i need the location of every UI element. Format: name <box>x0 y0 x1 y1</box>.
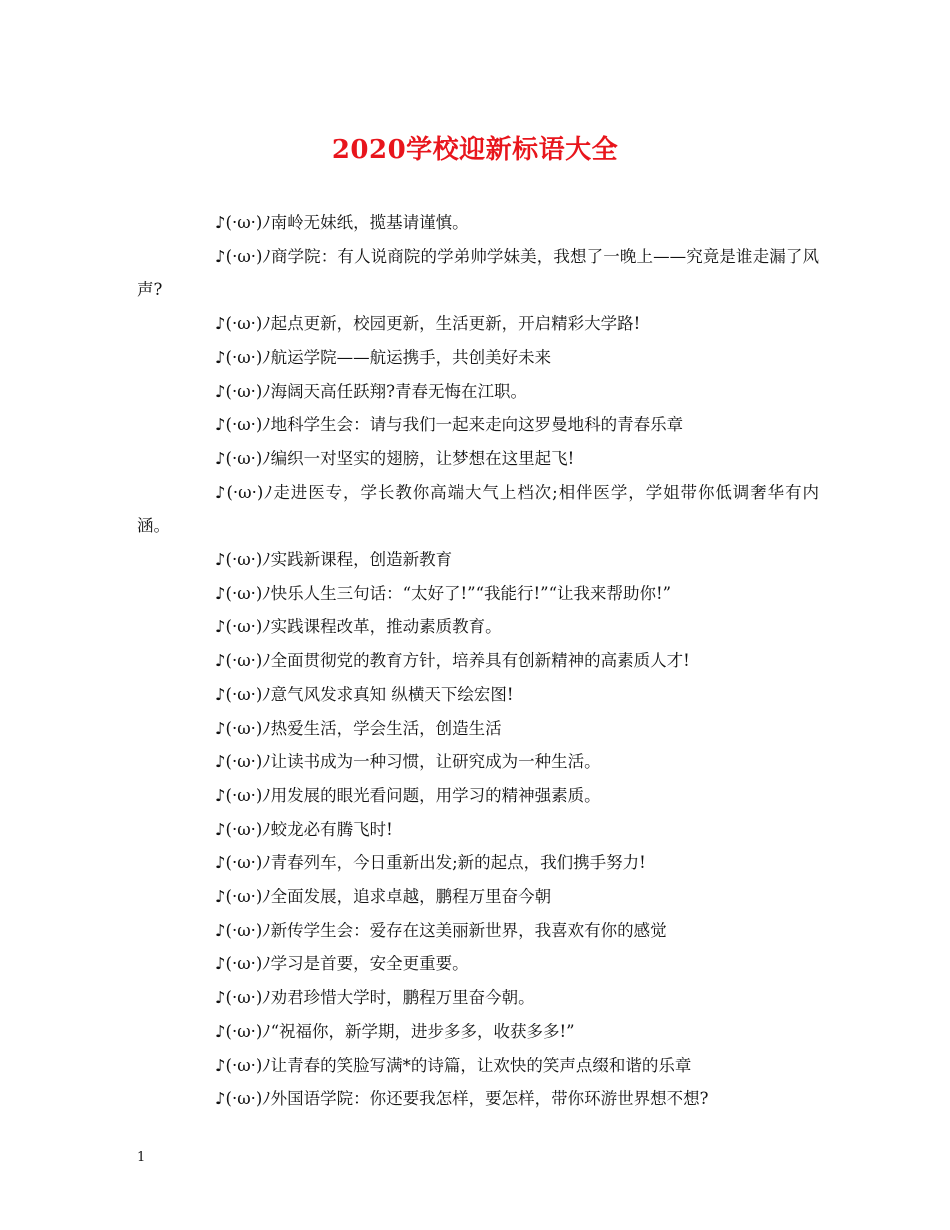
paragraph: ♪(·ω·)ﾉ用发展的眼光看问题，用学习的精神强素质。 <box>215 785 601 805</box>
paragraph: ♪(·ω·)ﾉ让读书成为一种习惯，让研究成为一种生活。 <box>215 752 601 772</box>
paragraph: ♪(·ω·)ﾉ学习是首要，安全更重要。 <box>215 954 469 974</box>
paragraph: ♪(·ω·)ﾉ起点更新，校园更新，生活更新，开启精彩大学路! <box>215 314 641 334</box>
paragraph: ♪(·ω·)ﾉ南岭无妹纸，揽基请谨慎。 <box>215 213 469 232</box>
paragraph: ♪(·ω·)ﾉ编织一对坚实的翅膀，让梦想在这里起飞! <box>215 448 575 468</box>
paragraph: ♪(·ω·)ﾉ海阔天高任跃翔?青春无悔在江职。 <box>215 381 527 401</box>
paragraph: ♪(·ω·)ﾉ“祝福你，新学期，进步多多，收获多多!” <box>215 1021 575 1041</box>
paragraph: ♪(·ω·)ﾉ热爱生活，学会生活，创造生活 <box>215 718 502 738</box>
document-title: 2020学校迎新标语大全 <box>331 135 619 165</box>
paragraph: ♪(·ω·)ﾉ外国语学院：你还要我怎样，要怎样，带你环游世界想不想? <box>215 1089 709 1109</box>
paragraph: ♪(·ω·)ﾉ全面发展，追求卓越，鹏程万里奋今朝 <box>215 887 552 907</box>
paragraph: ♪(·ω·)ﾉ航运学院——航运携手，共创美好未来 <box>215 347 552 367</box>
paragraph: ♪(·ω·)ﾉ快乐人生三句话：“太好了!”“我能行!”“让我来帮助你!” <box>215 583 672 603</box>
paragraph: ♪(·ω·)ﾉ商学院：有人说商院的学弟帅学妹美，我想了一晚上——究竟是谁走漏了风声? <box>137 246 819 300</box>
paragraph: ♪(·ω·)ﾉ实践新课程，创造新教育 <box>215 550 453 570</box>
paragraph: ♪(·ω·)ﾉ实践课程改革，推动素质教育。 <box>215 617 502 637</box>
paragraph: ♪(·ω·)ﾉ全面贯彻党的教育方针，培养具有创新精神的高素质人才! <box>215 651 690 671</box>
paragraph: ♪(·ω·)ﾉ蛟龙必有腾飞时! <box>215 819 393 839</box>
document-body <box>137 206 819 1116</box>
paragraph: ♪(·ω·)ﾉ劝君珍惜大学时，鹏程万里奋今朝。 <box>215 988 535 1008</box>
paragraph: ♪(·ω·)ﾉ青春列车，今日重新出发;新的起点，我们携手努力! <box>215 853 646 873</box>
page-number: 1 <box>137 1150 146 1165</box>
paragraph: ♪(·ω·)ﾉ意气风发求真知 纵横天下绘宏图! <box>215 684 514 704</box>
paragraph: ♪(·ω·)ﾉ新传学生会：爱存在这美丽新世界，我喜欢有你的感觉 <box>215 920 667 940</box>
paragraph: ♪(·ω·)ﾉ让青春的笑脸写满*的诗篇，让欢快的笑声点缀和谐的乐章 <box>215 1055 692 1075</box>
paragraph: ♪(·ω·)ﾉ走进医专，学长教你高端大气上档次;相伴医学，学姐带你低调奢华有内涵。 <box>137 482 819 536</box>
paragraph: ♪(·ω·)ﾉ地科学生会：请与我们一起来走向这罗曼地科的青春乐章 <box>215 415 684 435</box>
